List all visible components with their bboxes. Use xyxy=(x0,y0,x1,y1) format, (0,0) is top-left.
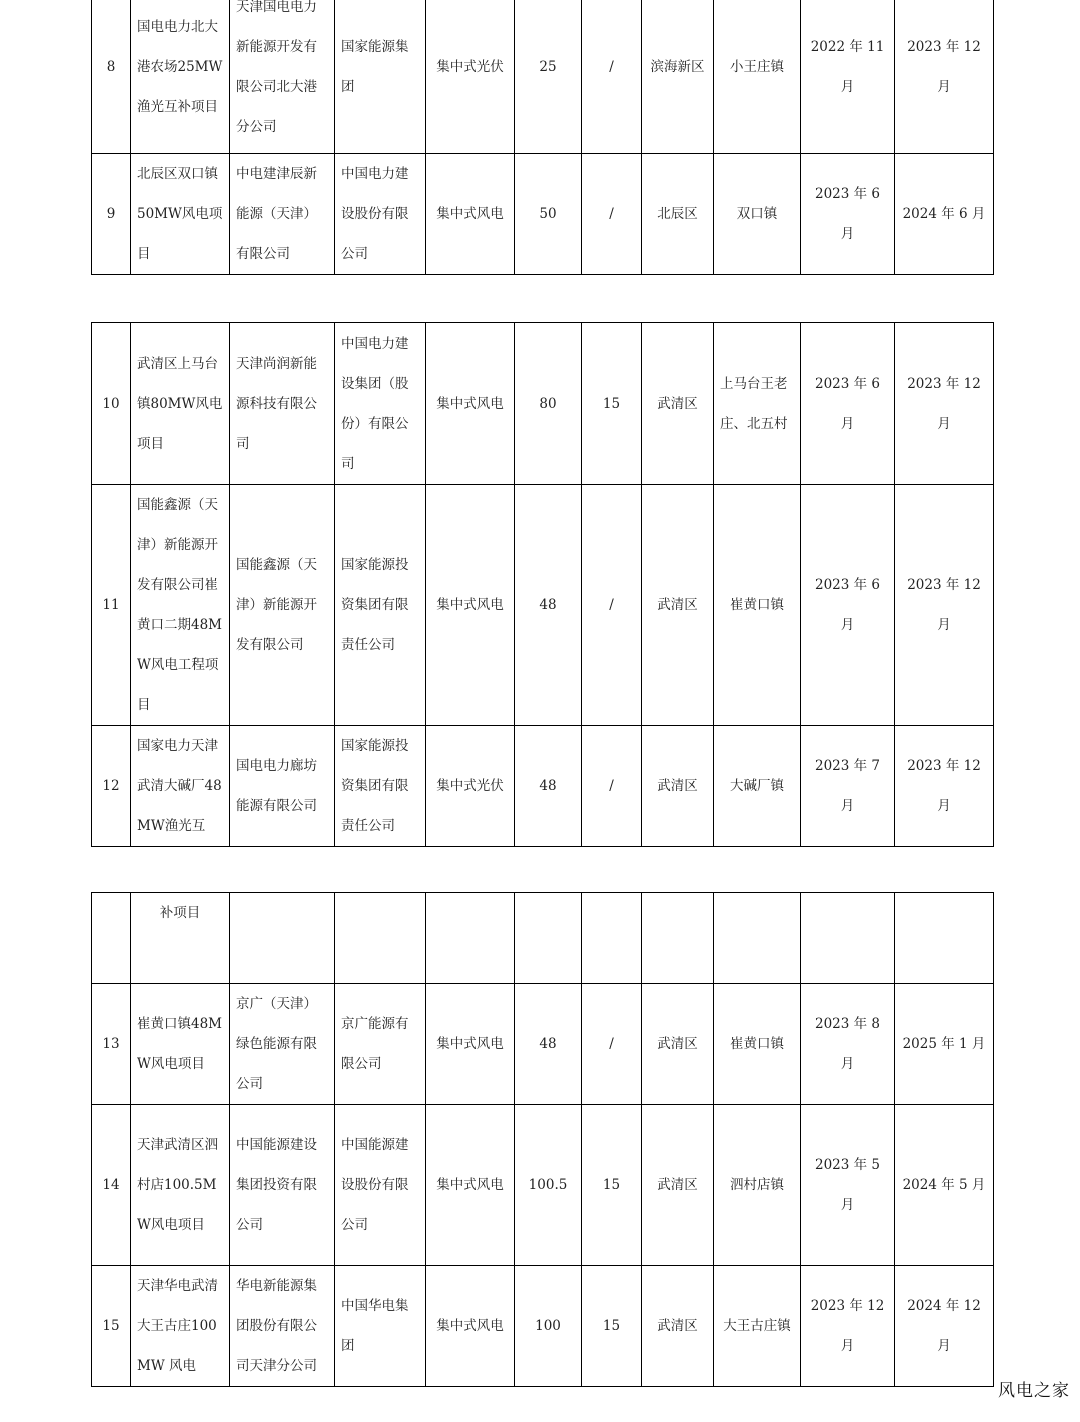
cell-no xyxy=(92,893,131,984)
cell-town: 崔黄口镇 xyxy=(714,485,801,726)
cell-town xyxy=(714,893,801,984)
cell-company: 国电电力廊坊能源有限公司 xyxy=(230,726,335,847)
cell-group: 国家能源投资集团有限责任公司 xyxy=(335,485,426,726)
cell-district: 武清区 xyxy=(642,984,714,1105)
cell-no: 13 xyxy=(92,984,131,1105)
cell-group xyxy=(335,893,426,984)
table-row xyxy=(92,1266,994,1387)
cell-storage: 15 xyxy=(582,1266,642,1387)
cell-group: 京广能源有限公司 xyxy=(335,984,426,1105)
cell-company: 京广（天津）绿色能源有限公司 xyxy=(230,984,335,1105)
cell-storage: / xyxy=(582,485,642,726)
cell-town: 泗村店镇 xyxy=(714,1105,801,1266)
cell-capacity: 48 xyxy=(515,726,582,847)
cell-no: 15 xyxy=(92,1266,131,1387)
cell-project-name: 天津武清区泗村店100.5MW风电项目 xyxy=(131,1105,230,1266)
cell-project-name: 北辰区双口镇50MW风电项目 xyxy=(131,154,230,275)
cell-group: 中国电力建设股份有限公司 xyxy=(335,154,426,275)
cell-storage: / xyxy=(582,726,642,847)
cell-storage xyxy=(582,893,642,984)
cell-type: 集中式风电 xyxy=(426,485,515,726)
cell-district: 武清区 xyxy=(642,323,714,485)
cell-town: 崔黄口镇 xyxy=(714,984,801,1105)
cell-project-name: 补项目 xyxy=(131,893,230,984)
watermark-text: 风电之家 xyxy=(998,1381,1070,1401)
project-table-segment-2 xyxy=(91,322,994,847)
cell-type: 集中式光伏 xyxy=(426,0,515,154)
cell-district: 武清区 xyxy=(642,1105,714,1266)
cell-start: 2023 年 6 月 xyxy=(801,485,895,726)
cell-company: 中电建津辰新能源（天津）有限公司 xyxy=(230,154,335,275)
project-table-segment-3 xyxy=(91,892,994,1387)
table-row xyxy=(92,984,994,1105)
table-row xyxy=(92,154,994,275)
cell-type: 集中式风电 xyxy=(426,984,515,1105)
cell-end xyxy=(895,893,994,984)
project-table-segment-1 xyxy=(91,0,994,275)
cell-no: 12 xyxy=(92,726,131,847)
cell-capacity: 48 xyxy=(515,485,582,726)
cell-project-name: 国电电力北大港农场25MW渔光互补项目 xyxy=(131,0,230,154)
cell-no: 11 xyxy=(92,485,131,726)
cell-project-name: 天津华电武清大王古庄100MW 风电 xyxy=(131,1266,230,1387)
cell-town: 上马台王老庄、北五村 xyxy=(714,323,801,485)
cell-capacity: 48 xyxy=(515,984,582,1105)
cell-capacity xyxy=(515,893,582,984)
cell-start: 2023 年 6 月 xyxy=(801,323,895,485)
cell-town: 大碱厂镇 xyxy=(714,726,801,847)
cell-end: 2024 年 5 月 xyxy=(895,1105,994,1266)
cell-type: 集中式光伏 xyxy=(426,726,515,847)
cell-company: 中国能源建设集团投资有限公司 xyxy=(230,1105,335,1266)
cell-group: 国家能源投资集团有限责任公司 xyxy=(335,726,426,847)
cell-capacity: 100.5 xyxy=(515,1105,582,1266)
cell-group: 中国华电集团 xyxy=(335,1266,426,1387)
cell-end: 2023 年 12 月 xyxy=(895,485,994,726)
table-row xyxy=(92,726,994,847)
cell-district: 武清区 xyxy=(642,485,714,726)
cell-storage: / xyxy=(582,984,642,1105)
cell-company xyxy=(230,893,335,984)
cell-district: 武清区 xyxy=(642,726,714,847)
cell-end: 2023 年 12 月 xyxy=(895,0,994,154)
cell-town: 双口镇 xyxy=(714,154,801,275)
cell-end: 2025 年 1 月 xyxy=(895,984,994,1105)
cell-type: 集中式风电 xyxy=(426,323,515,485)
cell-start: 2022 年 11 月 xyxy=(801,0,895,154)
table-row xyxy=(92,1105,994,1266)
cell-storage: 15 xyxy=(582,323,642,485)
cell-company: 华电新能源集团股份有限公司天津分公司 xyxy=(230,1266,335,1387)
cell-no: 10 xyxy=(92,323,131,485)
cell-capacity: 100 xyxy=(515,1266,582,1387)
cell-district: 武清区 xyxy=(642,1266,714,1387)
cell-type: 集中式风电 xyxy=(426,154,515,275)
cell-storage: 15 xyxy=(582,1105,642,1266)
cell-project-name: 武清区上马台镇80MW风电项目 xyxy=(131,323,230,485)
cell-end: 2024 年 6 月 xyxy=(895,154,994,275)
cell-start: 2023 年 5 月 xyxy=(801,1105,895,1266)
cell-start: 2023 年 8 月 xyxy=(801,984,895,1105)
cell-group: 中国电力建设集团（股份）有限公司 xyxy=(335,323,426,485)
cell-storage: / xyxy=(582,0,642,154)
table-row xyxy=(92,323,994,485)
cell-town: 大王古庄镇 xyxy=(714,1266,801,1387)
cell-type xyxy=(426,893,515,984)
cell-group: 国家能源集团 xyxy=(335,0,426,154)
cell-company: 天津尚润新能源科技有限公司 xyxy=(230,323,335,485)
cell-project-name: 崔黄口镇48MW风电项目 xyxy=(131,984,230,1105)
cell-capacity: 80 xyxy=(515,323,582,485)
cell-project-name: 国能鑫源（天津）新能源开发有限公司崔黄口二期48MW风电工程项目 xyxy=(131,485,230,726)
cell-type: 集中式风电 xyxy=(426,1266,515,1387)
cell-start: 2023 年 6 月 xyxy=(801,154,895,275)
cell-type: 集中式风电 xyxy=(426,1105,515,1266)
cell-town: 小王庄镇 xyxy=(714,0,801,154)
table-row xyxy=(92,0,994,154)
cell-group: 中国能源建设股份有限公司 xyxy=(335,1105,426,1266)
cell-district xyxy=(642,893,714,984)
cell-storage: / xyxy=(582,154,642,275)
table-row xyxy=(92,893,994,984)
cell-start xyxy=(801,893,895,984)
cell-district: 北辰区 xyxy=(642,154,714,275)
cell-end: 2023 年 12 月 xyxy=(895,726,994,847)
cell-end: 2023 年 12 月 xyxy=(895,323,994,485)
cell-project-name: 国家电力天津武清大碱厂48MW渔光互 xyxy=(131,726,230,847)
cell-no: 14 xyxy=(92,1105,131,1266)
cell-company: 国能鑫源（天津）新能源开发有限公司 xyxy=(230,485,335,726)
cell-no: 8 xyxy=(92,0,131,154)
cell-capacity: 25 xyxy=(515,0,582,154)
cell-start: 2023 年 12 月 xyxy=(801,1266,895,1387)
cell-company: 天津国电电力新能源开发有限公司北大港分公司 xyxy=(230,0,335,154)
cell-end: 2024 年 12 月 xyxy=(895,1266,994,1387)
table-row xyxy=(92,485,994,726)
cell-district: 滨海新区 xyxy=(642,0,714,154)
cell-no: 9 xyxy=(92,154,131,275)
cell-capacity: 50 xyxy=(515,154,582,275)
cell-start: 2023 年 7 月 xyxy=(801,726,895,847)
